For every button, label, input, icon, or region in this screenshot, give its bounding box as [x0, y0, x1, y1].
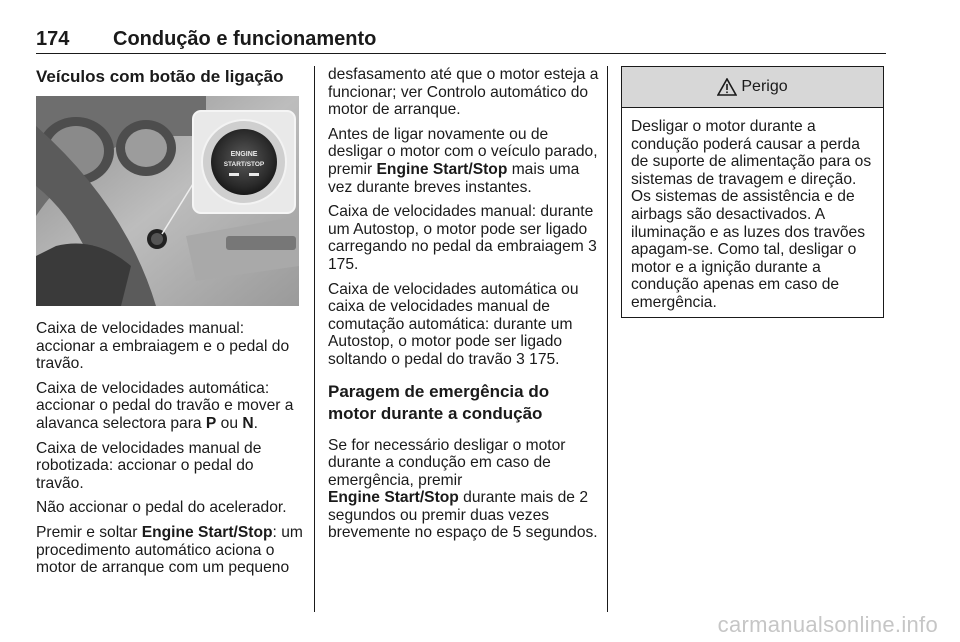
- warning-header: [622, 67, 883, 108]
- paragraph: Antes de ligar novamente ou de desligar o motor com o veículo parado, premir Engine Start/Stop mais uma vez durante breves instantes.: [328, 125, 598, 196]
- paragraph: Caixa de velocidades manual: accionar a embraiagem e o pedal do travão.: [36, 320, 290, 373]
- page-reference[interactable]: 3 175.: [328, 238, 597, 273]
- button-label-engine: ENGINE: [230, 151, 258, 158]
- warning-text: Desligar o motor durante a condução poderá causar a perda de suporte de alimentação para os sistemas de travagem e direção. Os sistemas de assistência e de airbags são desactivados. A iluminação e as luzes dos travões apagam-se. Como tal, desligar o motor e a ignição durante a condução apenas em caso de emergência.: [631, 118, 872, 311]
- page-reference[interactable]: 3 175.: [516, 350, 560, 368]
- watermark: carmanualsonline.info: [717, 612, 938, 637]
- section-title-start-button: Veículos com botão de ligação: [36, 67, 284, 86]
- section-title-emergency-stop: Paragem de emergência do motor durante a condução: [328, 381, 550, 423]
- column-divider-1: [314, 66, 315, 612]
- paragraph: Caixa de velocidades manual de robotizada: accionar o pedal do travão.: [36, 439, 262, 492]
- paragraph: Premir e soltar Engine Start/Stop: um procedimento automático aciona o motor de arranque com um pequeno: [36, 523, 303, 577]
- danger-warning-box: [621, 66, 884, 318]
- engine-start-stop-photo: [36, 96, 299, 306]
- warning-triangle-icon: [717, 78, 737, 96]
- column-divider-2: [607, 66, 608, 612]
- warning-title: Perigo: [741, 78, 788, 95]
- paragraph: Se for necessário desligar o motor durante a condução em caso de emergência, premir Engine Start/Stop durante mais de 2 segundos ou premir duas vezes brevemente no espaço de 5 segundos.: [328, 436, 598, 542]
- header-rule: [36, 53, 886, 54]
- paragraph: Caixa de velocidades manual: durante um Autostop, o motor pode ser ligado carregando no pedal da embraiagem 3 175.: [328, 203, 597, 273]
- column-2-text: [328, 66, 600, 549]
- paragraph: Não accionar o pedal do acelerador.: [36, 499, 287, 517]
- paragraph: Caixa de velocidades automática ou caixa de velocidades manual de comutação automática: durante um Autostop, o motor pode ser ligado soltando o pedal do travão 3 175.: [328, 280, 579, 368]
- button-label-startstop: START/STOP: [223, 161, 265, 168]
- page-number: 174: [36, 28, 70, 50]
- paragraph: desfasamento até que o motor esteja a funcionar; ver Controlo automático do motor de arranque.: [328, 66, 599, 119]
- paragraph: Caixa de velocidades automática: accionar o pedal do travão e mover a alavanca selectora para P ou N.: [36, 379, 294, 432]
- chapter-title: Condução e funcionamento: [113, 28, 377, 50]
- column-1-text: [36, 320, 304, 584]
